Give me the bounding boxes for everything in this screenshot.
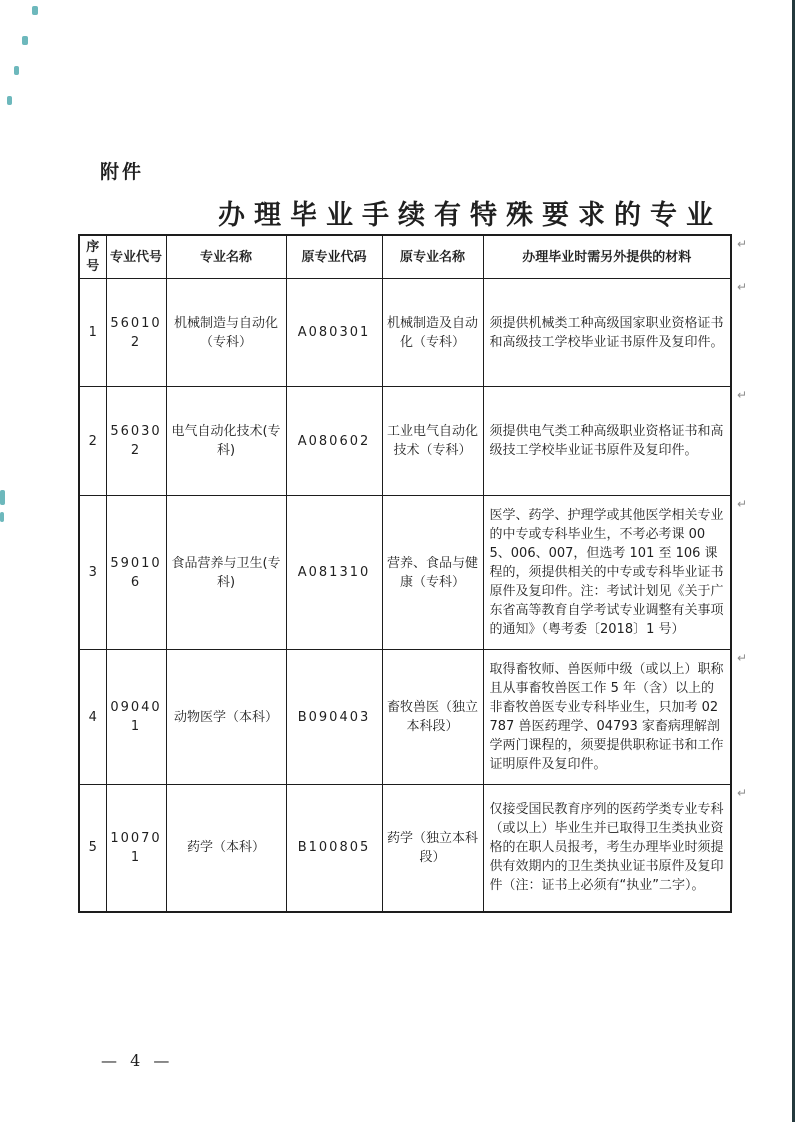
col-header-no: 序号 <box>79 235 106 279</box>
cell-no: 3 <box>79 496 106 650</box>
cell-name: 食品营养与卫生(专科) <box>166 496 286 650</box>
table-row <box>79 650 731 785</box>
cell-materials <box>483 650 747 785</box>
attachment-label: 附件 <box>100 161 145 183</box>
cell-old-code: A081310 <box>286 496 382 650</box>
paragraph-mark-icon: ↵ <box>736 280 747 294</box>
cell-code: 560302 <box>106 387 166 496</box>
cell-code: 090401 <box>106 650 166 785</box>
cell-materials <box>483 785 747 912</box>
cell-code: 560102 <box>106 279 166 387</box>
table-header-row <box>79 235 731 279</box>
scan-artifact <box>22 36 28 45</box>
cell-name: 动物医学（本科） <box>166 650 286 785</box>
col-header-old-code: 原专业代码 <box>286 235 382 279</box>
cell-old-code: B100805 <box>286 785 382 912</box>
scan-artifact <box>0 490 5 505</box>
cell-old-code: A080301 <box>286 279 382 387</box>
cell-name: 机械制造与自动化（专科） <box>166 279 286 387</box>
cell-old-name: 机械制造及自动化（专科） <box>382 279 483 387</box>
cell-old-code: B090403 <box>286 650 382 785</box>
scan-artifact <box>7 96 12 105</box>
cell-materials-text: 取得畜牧师、兽医师中级（或以上）职称且从事畜牧兽医工作 5 年（含）以上的非畜牧兽医专业专科毕业生，只加考 02787 兽医药理学、04793 家畜病理解剖学两门课程的，须要提供职称证书和工作证明原件及复印件。 <box>489 662 724 772</box>
table-row <box>79 279 731 387</box>
cell-name: 药学（本科） <box>166 785 286 912</box>
cell-materials <box>483 496 747 650</box>
scan-artifact <box>32 6 38 15</box>
page-title: 办理毕业手续有特殊要求的专业 <box>218 200 722 231</box>
cell-old-name: 工业电气自动化技术（专科） <box>382 387 483 496</box>
cell-materials <box>483 279 747 387</box>
paragraph-mark-icon: ↵ <box>736 388 747 402</box>
col-header-materials-label: 办理毕业时需另外提供的材料 <box>522 249 692 265</box>
paragraph-mark-icon: ↵ <box>736 651 747 665</box>
paragraph-mark-icon: ↵ <box>736 237 747 251</box>
cell-code: 100701 <box>106 785 166 912</box>
cell-no: 4 <box>79 650 106 785</box>
scan-artifact <box>14 66 19 75</box>
page-edge-line <box>792 0 795 1122</box>
cell-code: 590106 <box>106 496 166 650</box>
table-row <box>79 387 731 496</box>
paragraph-mark-icon: ↵ <box>736 786 747 800</box>
col-header-materials <box>483 235 747 279</box>
cell-materials <box>483 387 747 496</box>
cell-materials-text: 须提供机械类工种高级国家职业资格证书和高级技工学校毕业证书原件及复印件。 <box>489 315 724 350</box>
cell-materials-text: 须提供电气类工种高级职业资格证书和高级技工学校毕业证书原件及复印件。 <box>489 424 724 458</box>
page-number: — 4 — <box>101 1051 174 1070</box>
cell-old-name: 畜牧兽医（独立本科段） <box>382 650 483 785</box>
table-row <box>79 496 731 650</box>
paragraph-mark-icon: ↵ <box>736 497 747 511</box>
cell-no: 5 <box>79 785 106 912</box>
cell-old-code: A080602 <box>286 387 382 496</box>
cell-materials-text: 仅接受国民教育序列的医药学类专业专科（或以上）毕业生并已取得卫生类执业资格的在职人员报考，考生办理毕业时须提供有效期内的卫生类执业证书原件及复印件（注：证书上必须有“执业”二字）。 <box>489 802 724 894</box>
cell-no: 2 <box>79 387 106 496</box>
cell-old-name: 药学（独立本科段） <box>382 785 483 912</box>
col-header-name: 专业名称 <box>166 235 286 279</box>
cell-no: 1 <box>79 279 106 387</box>
majors-table <box>78 234 747 913</box>
cell-old-name: 营养、食品与健康（专科） <box>382 496 483 650</box>
cell-name: 电气自动化技术(专科) <box>166 387 286 496</box>
scan-artifact <box>0 512 4 522</box>
col-header-code: 专业代号 <box>106 235 166 279</box>
col-header-old-name: 原专业名称 <box>382 235 483 279</box>
table-row <box>79 785 731 912</box>
cell-materials-text: 医学、药学、护理学或其他医学相关专业的中专或专科毕业生，不考必考课 005、006、007，但选考 101 至 106 课程的，须提供相关的中专或专科毕业证书原件及复印件。注：考试计划见《关于广东省高等教育自学考试专业调整有关事项的通知》（粤考委〔2018〕1 号） <box>489 508 724 637</box>
